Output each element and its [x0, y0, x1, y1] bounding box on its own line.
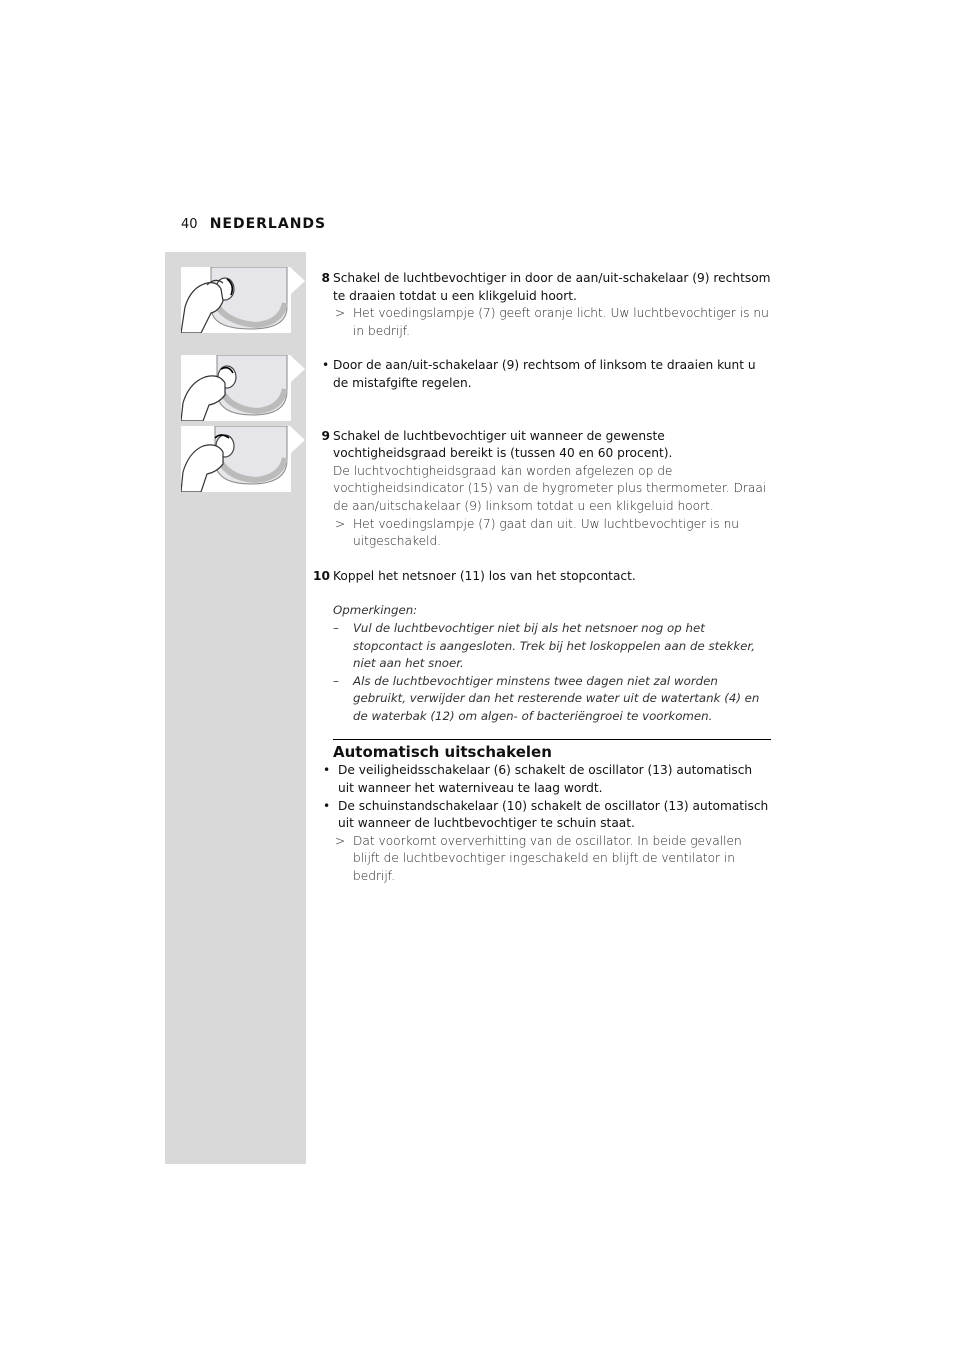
hand-turning-knob-icon	[181, 355, 291, 421]
bullet-mist-control	[313, 357, 771, 392]
result-text: Het voedingslampje (7) geeft oranje licht. Uw luchtbevochtiger is nu in bedrijf.	[353, 306, 769, 338]
result-marker: >	[335, 306, 346, 321]
hand-turning-knob-icon	[181, 426, 291, 492]
note-marker: –	[333, 673, 339, 688]
step-8-result-wrap	[313, 305, 771, 340]
note-text: Vul de luchtbevochtiger niet bij als het netsnoer nog op het stopcontact is aangesloten. Trek bij het loskoppelen aan de stekker, niet aan het snoer.	[353, 620, 755, 671]
result-text: Het voedingslampje (7) gaat dan uit. Uw luchtbevochtiger is nu uitgeschakeld.	[353, 516, 740, 549]
illustration-pointer	[291, 427, 305, 453]
illustration-switch-off	[181, 426, 291, 492]
bullet-text: De veiligheidsschakelaar (6) schakelt de oscillator (13) automatisch uit wanneer het waterniveau te laag wordt.	[338, 763, 753, 796]
notes	[333, 602, 771, 725]
step-number: 10	[313, 568, 330, 583]
bullet-marker: •	[323, 763, 331, 778]
hand-turning-knob-icon	[181, 267, 291, 333]
result-marker: >	[335, 516, 346, 531]
result-marker: >	[335, 833, 346, 848]
bullet-text: Door de aan/uit-schakelaar (9) rechtsom of linksom te draaien kunt u de mistafgifte regelen.	[333, 358, 756, 390]
illustration-mist-control	[181, 355, 291, 421]
page-content	[313, 270, 771, 886]
note-text: Als de luchtbevochtiger minstens twee dagen niet zal worden gebruikt, verwijder dan het resterende water uit de watertank (4) en de waterbak (12) om algen- of bacteriëngroei te voorkomen.	[353, 673, 760, 723]
illustration-switch-on	[181, 267, 291, 333]
illustration-pointer	[291, 356, 305, 382]
step-9-extra	[313, 463, 771, 516]
bullet-marker: •	[323, 798, 331, 813]
step-9	[313, 428, 771, 463]
page-number: 40	[181, 217, 198, 232]
step-number: 9	[321, 428, 330, 443]
step-number: 8	[321, 271, 330, 285]
step-10	[313, 568, 771, 586]
notes-title: Opmerkingen:	[333, 603, 418, 618]
auto-bullet	[313, 762, 771, 797]
auto-result	[313, 833, 771, 886]
section-divider	[333, 739, 771, 740]
step-8	[313, 270, 771, 305]
section-heading: Automatisch uitschakelen	[333, 743, 552, 762]
result-text: Dat voorkomt oververhitting van de oscillator. In beide gevallen blijft de luchtbevochtiger ingeschakeld en blijft de ventilator in bedrijf.	[353, 833, 742, 884]
step-8-result	[313, 305, 771, 340]
page-header	[181, 216, 326, 232]
bullet-marker: •	[322, 358, 330, 373]
step-9-result	[313, 516, 771, 551]
note-item	[333, 620, 771, 673]
step-text: Schakel de luchtbevochtiger uit wanneer de gewenste vochtigheidsgraad bereikt is (tussen 40 en 60 procent).	[333, 428, 673, 461]
step-text: Schakel de luchtbevochtiger in door de aan/uit-schakelaar (9) rechtsom te draaien totdat u een klikgeluid hoort.	[333, 271, 771, 303]
note-marker: –	[333, 620, 339, 635]
auto-bullet	[313, 798, 771, 833]
note-item	[333, 673, 771, 726]
section-language: NEDERLANDS	[209, 216, 327, 232]
step-text: Koppel het netsnoer (11) los van het stopcontact.	[333, 568, 636, 583]
illustration-pointer	[291, 268, 305, 294]
step-extra-text: De luchtvochtigheidsgraad kan worden afgelezen op de vochtigheidsindicator (15) van de hygrometer plus thermometer. Draai de aan/uitschakelaar (9) linksom totdat u een klikgeluid hoort.	[333, 463, 767, 513]
bullet-text: De schuinstandschakelaar (10) schakelt de oscillator (13) automatisch uit wanneer de luchtbevochtiger te schuin staat.	[338, 798, 769, 831]
